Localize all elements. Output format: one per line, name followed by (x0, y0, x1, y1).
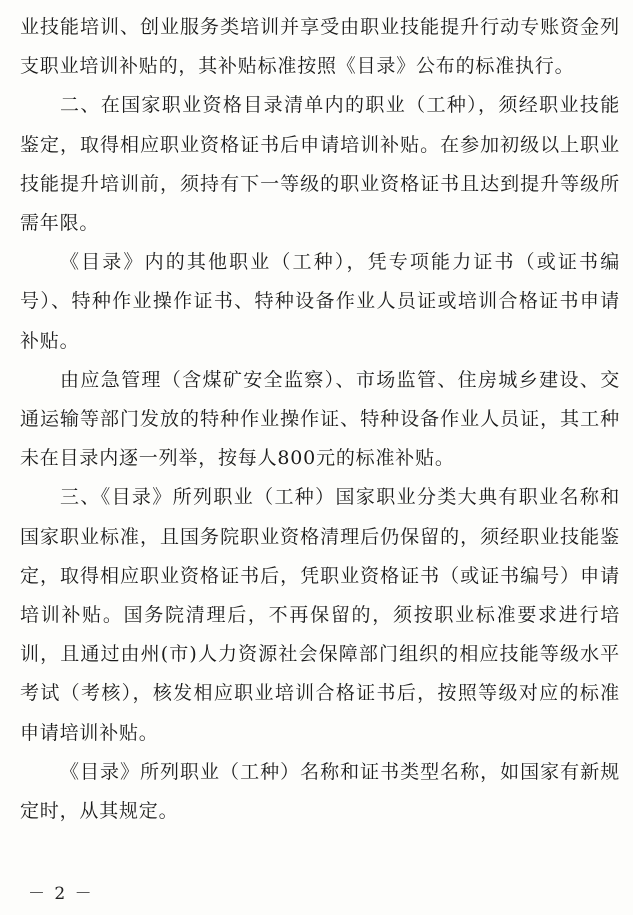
page-number: － 2 － (28, 884, 94, 904)
paragraph-new-regulations: 《目录》所列职业（工种）名称和证书类型名称，如国家有新规定时，从其规定。 (20, 760, 620, 823)
paragraph-other-occupations: 《目录》内的其他职业（工种），凭专项能力证书（或证书编号）、特种作业操作证书、特种设备作业人员证或培训合格证书申请补贴。 (20, 251, 620, 352)
paragraph-section-two: 二、在国家职业资格目录清单内的职业（工种），须经职业技能鉴定，取得相应职业资格证书后申请培训补贴。在参加初级以上职业技能提升培训前，须持有下一等级的职业资格证书且达到提升等级所需年限。 (20, 94, 620, 235)
paragraph-continuation: 业技能培训、创业服务类培训并享受由职业技能提升行动专账资金列支职业培训补贴的，其补贴标准按照《目录》公布的标准执行。 (20, 16, 620, 78)
paragraph-special-operations: 由应急管理（含煤矿安全监察）、市场监管、住房城乡建设、交通运输等部门发放的特种作业操作证、特种设备作业人员证，其工种未在目录内逐一列举，按每人800元的标准补贴。 (20, 368, 620, 470)
document-body (20, 8, 620, 831)
paragraph-section-three: 三、《目录》所列职业（工种）国家职业分类大典有职业名称和国家职业标准，且国务院职业资格清理后仍保留的，须经职业技能鉴定，取得相应职业资格证书后，凭职业资格证书（或证书编号）申请培训补贴。国务院清理后，不再保留的，须按职业标准要求进行培训，且通过由州(市)人力资源社会保障部门组织的相应技能等级水平考试（考核），核发相应职业培训合格证书后，按照等级对应的标准申请培训补贴。 (20, 486, 620, 744)
